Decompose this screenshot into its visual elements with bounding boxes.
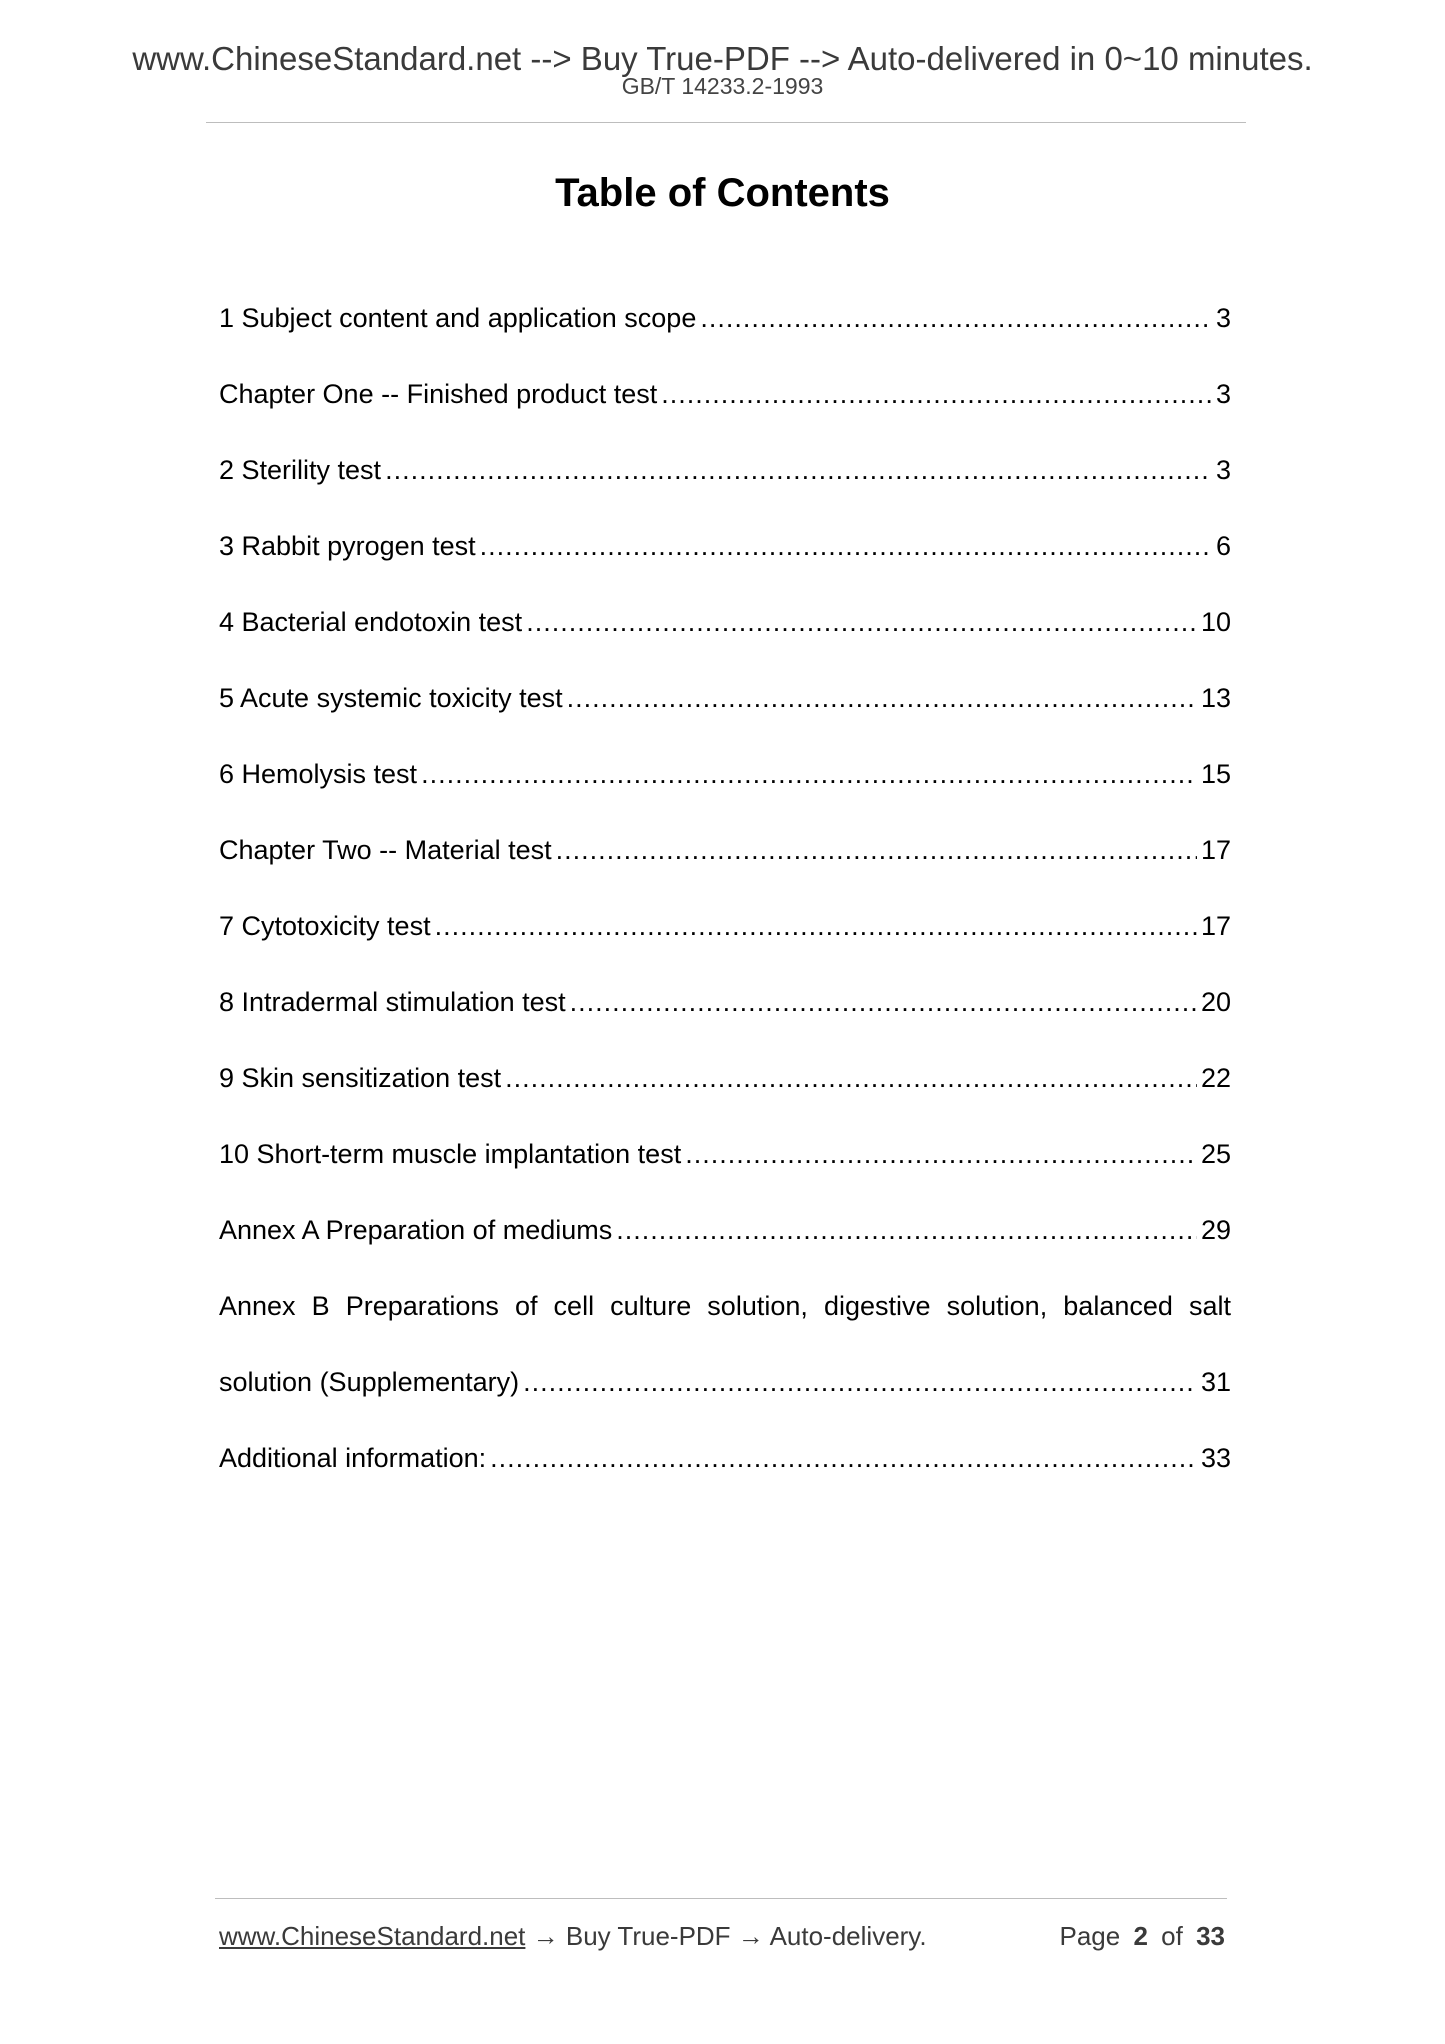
toc-entry-label: Additional information: xyxy=(219,1443,487,1473)
toc-entry[interactable] xyxy=(219,1040,1231,1116)
toc-entry[interactable] xyxy=(219,432,1231,508)
toc-entry-label: 4 Bacterial endotoxin test xyxy=(219,607,523,637)
toc-entry-page: 3 xyxy=(1215,379,1231,409)
toc-leader-dots xyxy=(480,508,1212,584)
toc-entry[interactable] xyxy=(219,736,1231,812)
toc-leader-dots xyxy=(421,736,1197,812)
toc-entry[interactable] xyxy=(219,1192,1231,1268)
page-indicator xyxy=(1059,1918,1231,1954)
toc-leader-dots xyxy=(490,1420,1197,1496)
toc-entry[interactable] xyxy=(219,812,1231,888)
table-of-contents xyxy=(219,280,1231,1496)
toc-leader-dots xyxy=(700,280,1212,356)
toc-entry-wrapped-line1[interactable] xyxy=(219,1268,1231,1344)
toc-entry[interactable] xyxy=(219,1116,1231,1192)
toc-entry-label: 6 Hemolysis test xyxy=(219,759,418,789)
toc-title: Table of Contents xyxy=(555,171,890,215)
toc-entry-label: Annex B Preparations of cell culture solution, digestive solution, balanced salt xyxy=(219,1291,1231,1321)
toc-leader-dots xyxy=(567,660,1197,736)
toc-entry-page: 13 xyxy=(1200,683,1231,713)
toc-entry-page: 3 xyxy=(1215,455,1231,485)
toc-entry-label: 2 Sterility test xyxy=(219,455,382,485)
toc-leader-dots xyxy=(505,1040,1197,1116)
toc-entry-page: 15 xyxy=(1200,759,1231,789)
current-page-number: 2 xyxy=(1133,1921,1148,1951)
toc-entry-label: 8 Intradermal stimulation test xyxy=(219,987,566,1017)
toc-entry[interactable] xyxy=(219,584,1231,660)
toc-entry-page: 22 xyxy=(1200,1063,1231,1093)
toc-entry[interactable] xyxy=(219,508,1231,584)
toc-entry-page: 3 xyxy=(1215,303,1231,333)
toc-entry-label: 7 Cytotoxicity test xyxy=(219,911,431,941)
toc-entry-wrapped-line2[interactable] xyxy=(219,1344,1231,1420)
toc-entry-label: Chapter Two -- Material test xyxy=(219,835,552,865)
page-word: Page xyxy=(1059,1921,1121,1951)
toc-leader-dots xyxy=(661,356,1212,432)
toc-entry-label: Chapter One -- Finished product test xyxy=(219,379,658,409)
page-footer xyxy=(219,1918,1231,1954)
toc-entry-page: 10 xyxy=(1200,607,1231,637)
toc-entry-page: 33 xyxy=(1200,1443,1231,1473)
toc-leader-dots xyxy=(385,432,1212,508)
header-divider xyxy=(206,122,1246,123)
toc-leader-dots xyxy=(556,812,1197,888)
footer-tagline: → Buy True-PDF → Auto-delivery. xyxy=(525,1921,927,1951)
toc-entry-page: 25 xyxy=(1200,1139,1231,1169)
toc-entry-label: 3 Rabbit pyrogen test xyxy=(219,531,476,561)
toc-leader-dots xyxy=(685,1116,1197,1192)
toc-entry[interactable] xyxy=(219,1420,1231,1496)
toc-leader-dots xyxy=(523,1344,1197,1420)
toc-leader-dots xyxy=(526,584,1197,660)
toc-entry-label: 1 Subject content and application scope xyxy=(219,303,697,333)
toc-leader-dots xyxy=(616,1192,1197,1268)
toc-entry-page: 31 xyxy=(1200,1367,1231,1397)
toc-entry-label: 9 Skin sensitization test xyxy=(219,1063,502,1093)
toc-entry[interactable] xyxy=(219,280,1231,356)
toc-entry-label: 10 Short-term muscle implantation test xyxy=(219,1139,682,1169)
footer-site-link[interactable]: www.ChineseStandard.net xyxy=(219,1921,526,1951)
top-banner: www.ChineseStandard.net --> Buy True-PDF --> Auto-delivered in 0~10 minutes. xyxy=(132,40,1313,77)
toc-entry-page: 17 xyxy=(1200,835,1231,865)
toc-leader-dots xyxy=(570,964,1197,1040)
document-code: GB/T 14233.2-1993 xyxy=(621,73,824,99)
footer-divider xyxy=(215,1898,1227,1899)
total-page-count: 33 xyxy=(1196,1921,1225,1951)
toc-entry[interactable] xyxy=(219,964,1231,1040)
toc-leader-dots xyxy=(435,888,1197,964)
toc-entry[interactable] xyxy=(219,888,1231,964)
toc-entry-label: Annex A Preparation of mediums xyxy=(219,1215,613,1245)
toc-entry-page: 29 xyxy=(1200,1215,1231,1245)
of-word: of xyxy=(1161,1921,1183,1951)
toc-entry-page: 20 xyxy=(1200,987,1231,1017)
toc-entry-label: solution (Supplementary) xyxy=(219,1367,520,1397)
toc-entry-label: 5 Acute systemic toxicity test xyxy=(219,683,563,713)
toc-entry[interactable] xyxy=(219,660,1231,736)
toc-entry[interactable] xyxy=(219,356,1231,432)
toc-entry-page: 6 xyxy=(1215,531,1231,561)
footer-promo xyxy=(219,1918,927,1954)
toc-entry-page: 17 xyxy=(1200,911,1231,941)
